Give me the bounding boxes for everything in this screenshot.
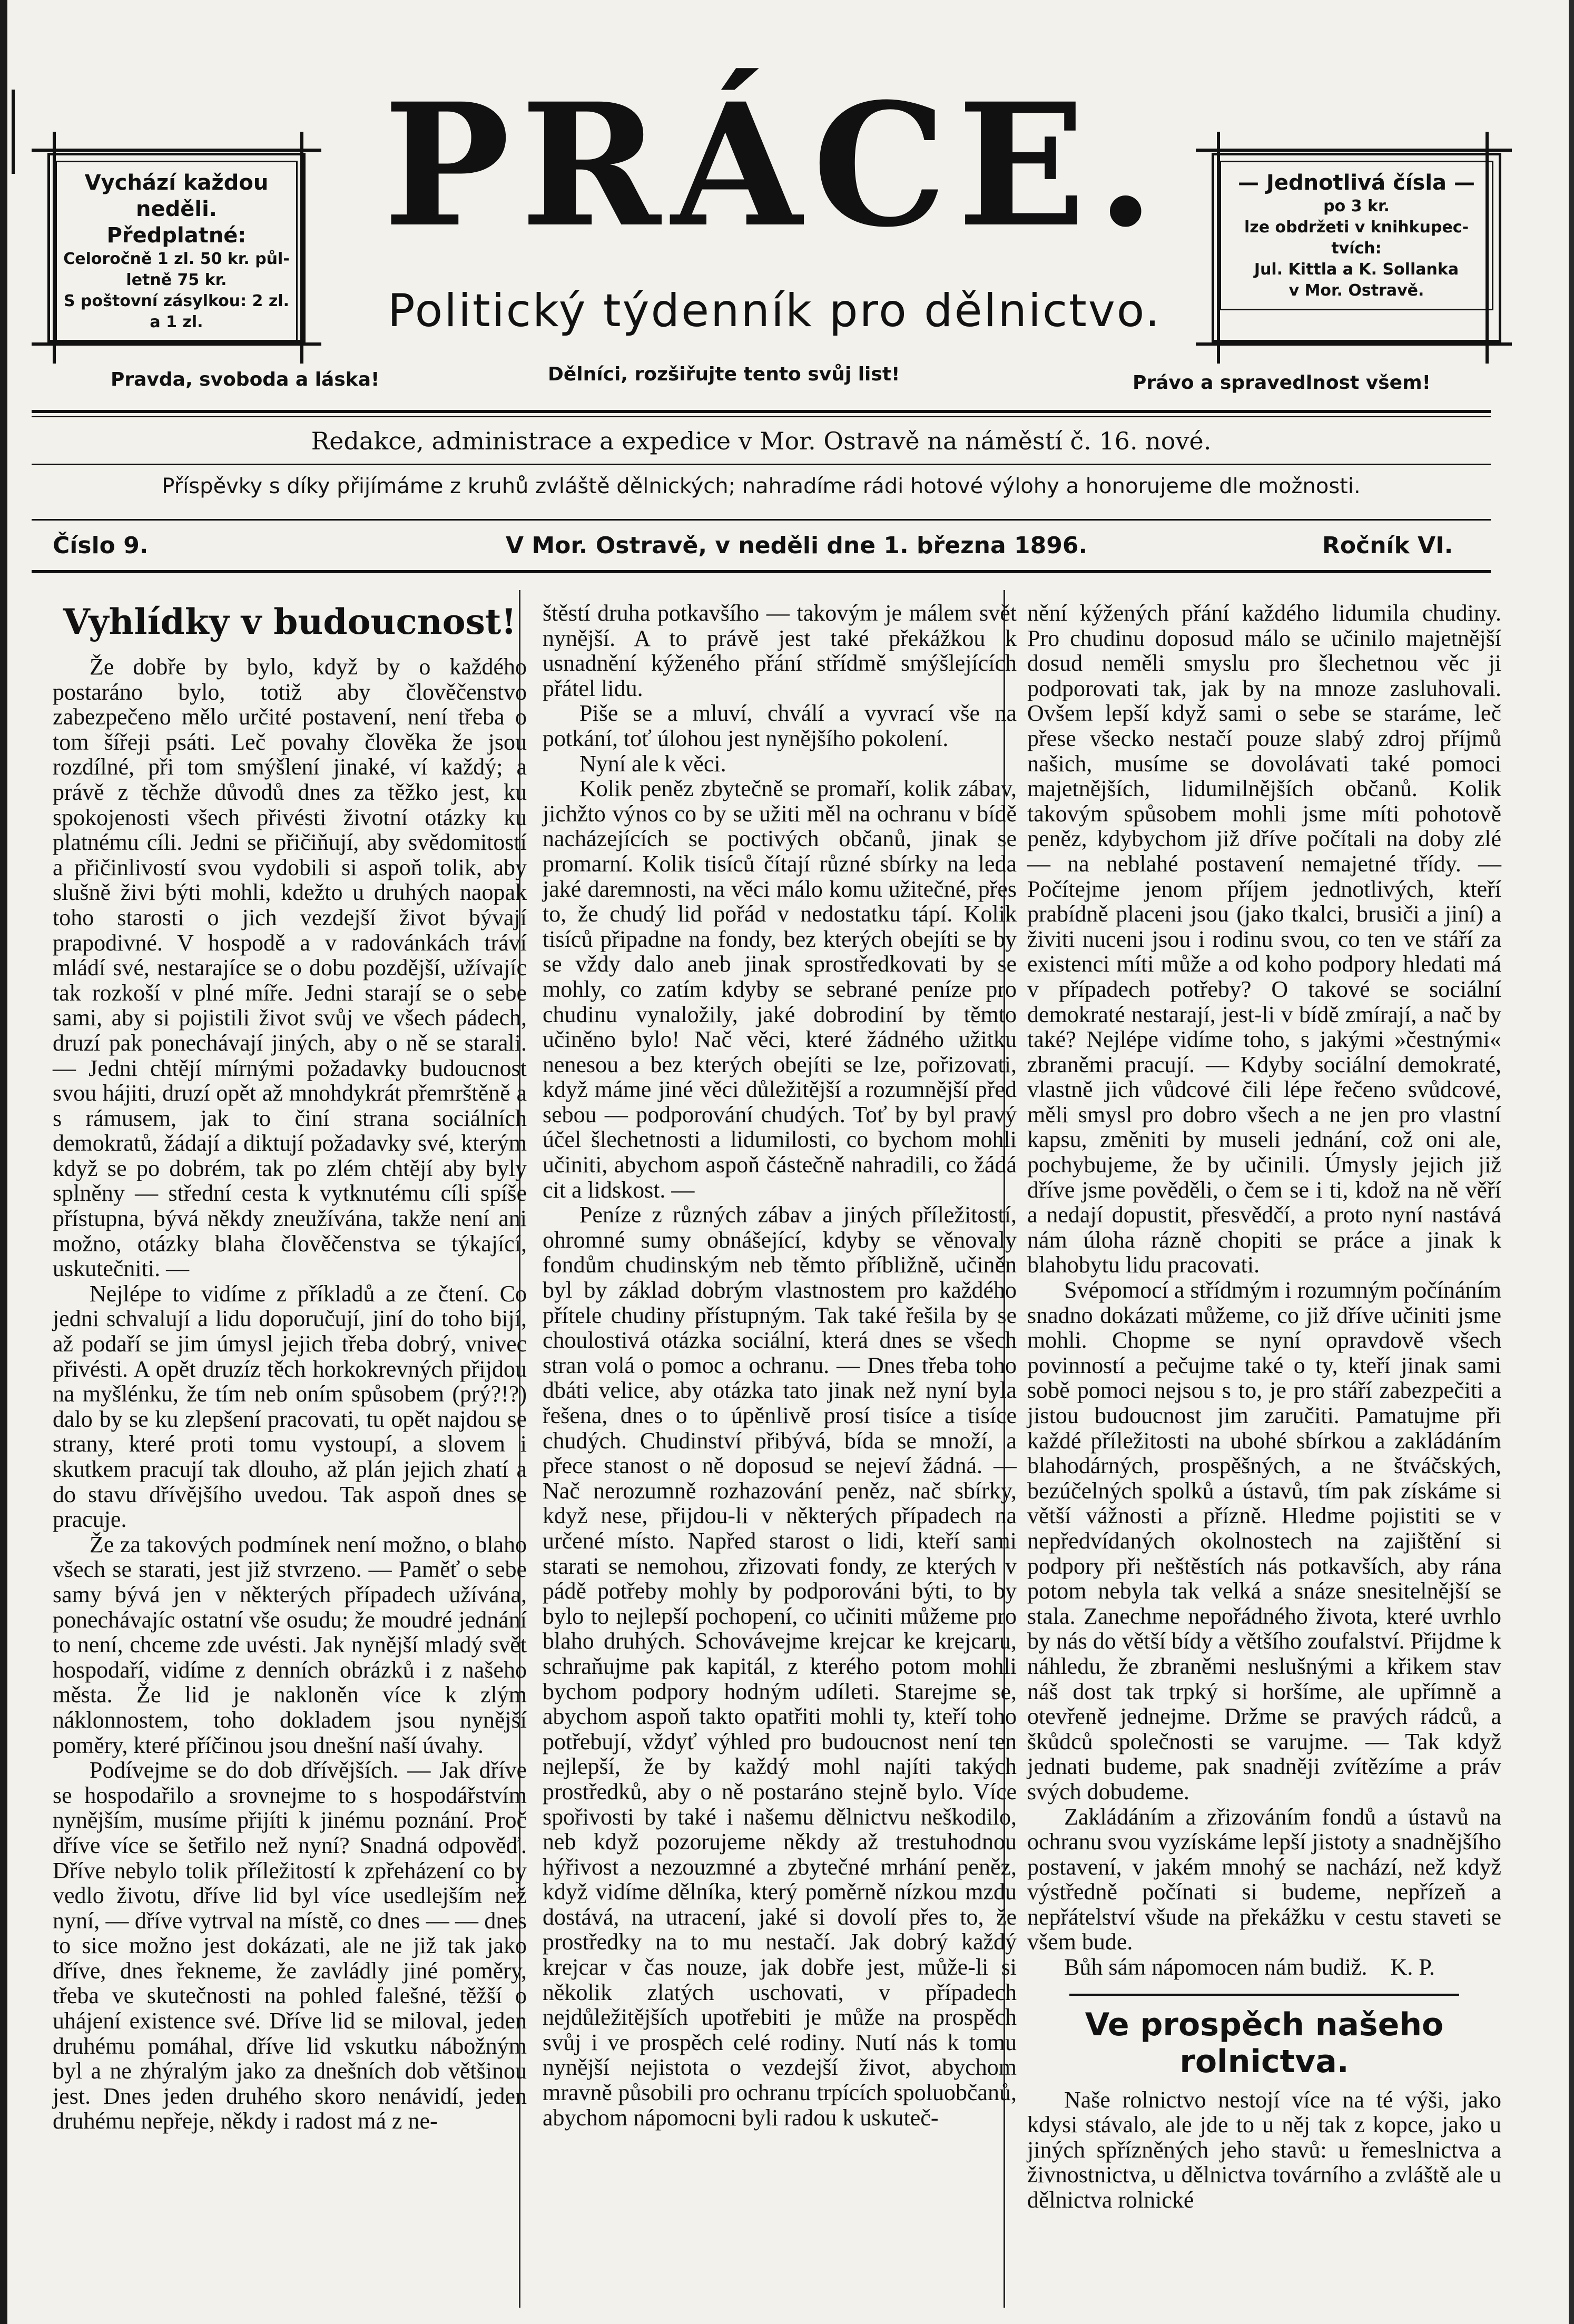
paragraph: Nyní ale k věci. [579, 750, 726, 777]
paragraph [1027, 1955, 1501, 1980]
scan-edge-right [1569, 0, 1574, 2324]
issue-date: V Mor. Ostravě, v neděli dne 1. března 1896. [506, 532, 1088, 559]
paragraph: štěstí druha potkavšího — takovým je málem svět nynější. A to právě jest také překážkou k usnadnění kýženého přání střídmě smýšlejících přátel lidu. [543, 600, 1017, 701]
single-copy-box [1212, 153, 1501, 342]
paragraph: Piše se a mluví, chválí a vyvrací vše na potkání, toť úlohou jest nynějšího pokolení. [543, 700, 1017, 751]
author-signature: K. P. [1390, 1954, 1435, 1980]
paragraph: Naše rolnictvo nestojí více na té výši, jako kdysi stávalo, ale jde to u něj tak z kopce, jako u jiných spřízněných jeho stavů: u řemeslnictva a živnostnictva, u dělnictva továrního a zvláště ale u dělnictva rolnické [1027, 2086, 1501, 2213]
box-line: a 1 zl. [150, 313, 203, 331]
contributions-line: Příspěvky s díky přijímáme z kruhů zvláště dělnických; nahradíme rádi hotové výlohy a honorujeme dle možnosti. [162, 474, 1361, 498]
box-line: S poštovní zásylkou: 2 zl. [64, 292, 289, 310]
motto-left: Pravda, svoboda a láska! [111, 369, 380, 390]
issue-number: Číslo 9. [53, 532, 149, 559]
article-title: Ve prospěch našeho rolnictva. [1085, 2006, 1444, 2080]
scan-mark [12, 90, 20, 174]
box-line: po 3 kr. [1323, 197, 1390, 215]
box-frame-line [53, 132, 56, 364]
column-3 [1027, 601, 1501, 2213]
info-rule [32, 519, 1491, 521]
box-line: — Jednotlivá čísla — [1238, 171, 1475, 195]
volume-number: Ročník VI. [1322, 532, 1453, 559]
article-separator [1069, 1994, 1459, 1996]
box-line: lze obdržeti v knihkupec- [1244, 218, 1469, 237]
closing-line: Bůh sám nápomocen nám budiž. [1064, 1954, 1368, 1980]
paragraph: Kolik peněz zbytečně se promaří, kolik zábav, jichžto výnos co by se užiti měl na ochranu v bídě nacházejících se poctivých občanů, jinak se promarní. Kolik tisíců čítají různé sbírky na leda jaké daremnosti, na věci málo komu užitečné, přes to, že chudý lid pořád v nedostatku tápí. Kolik tisíců připadne na fondy, bez kterých obejíti se by se vždy dalo aneb jinak sprostředkovati by se mohly, co zatím kdyby se sebrané peníze pro chudinu vynaložily, jaké dobrodiní by těmto učiněno bylo! Nač věci, které žádného užitku nenesou a bez kterých obejíti se lze, pořizovati, když máme jiné věci důležitější a rozumnější před sebou — podporování chudých. Toť by byl pravý účel šlechetnosti a lidumilosti, co bychom mohli učiniti, abychom aspoň částečně nahradili, co žádá cit a lidskost. — [543, 776, 1017, 1203]
box-frame-line [32, 149, 321, 152]
subscription-box [47, 153, 306, 342]
paragraph: Peníze z různých zábav a jiných příležitostí, ohromné sumy obnášející, kdyby se věnovaly fondům chudinským neb těmto příbližně, učiněn byl by základ dobrým vlastnostem pro každého přítele chudiny přístupným. Tak také řešila by se choulostivá otázka sociální, která dnes se všech stran volá o pomoc a ochranu. — Dnes třeba toho dbáti velice, aby otázka tato jinak než nyní byla řešena, dnes o to úpěnlivě prosí tisíce a tisíce chudých. Chudinství přibývá, bída se množí, a přece stanost o ně doposud se nejeví žádná. — Nač nerozumně rozhazování peněz, nač sbírky, když nese, přijdou-li v některých případech na určené místo. Napřed starost o lidi, kteří sami starati se nemohou, zřizovati fondy, ze kterých v pádě potřeby mohly by podporováni býti, to by bylo to nejlepší pochopení, co učiniti můžeme pro blaho druhých. Schovávejme krejcar ke krejcaru, schraňujme pak kapitál, z kterého potom mohli bychom podpory hodným udíleti. Starejme se, abychom aspoň takto opatřiti mohli ty, kteří toho potřebují, vždyť výhled pro budoucnost není ten nejlepší, že by každý mohl najíti takých prostředků, aby o ně postaráno stejně bylo. Více spořivosti by také i našemu dělnictvu neškodilo, neb když pozorujeme někdy až trestuhodnou hýřivost a nezouzmné a zbytečné mrhání peněz, když vidíme dělníka, který poměrně nízkou mzdu dostává, na utracení, jaké si dovolí přes to, že prostředky na to mu nestačí. Jak dobrý každý krejcar v čas nouze, jak dobře jest, může-li si několik zlatých uschovati, v případech nejdůležitějších upotřebiti je může na prospěch svůj i ve prospěch celé rodiny. Nutí nás k tomu nynější nejistota o vezdejší život, abychom mravně působili pro ochranu trpících spoluobčanů, abychom nápomocni byli radou k uskuteč- [543, 1202, 1017, 2131]
column-2 [543, 601, 1017, 2130]
box-line: Vychází každou neděli. [84, 171, 269, 221]
paragraph: nění kýžených přání každého lidumila chudiny. Pro chudinu doposud málo se učinilo majetnější dosud neměli smyslu pro šlechetnou věc ji podporovati tak, jak by na mnoze zasluhovali. Ovšem lepší když sami o sebe se staráme, leč přese všecko nestačí pouze slabý zdroj příjmů našich, musíme se dovolávati také pomoci majetnějších, lidumilnějších občanů. Kolik takovým spůsobem mohli jsme míti pohotově peněz, kdybychom již dříve počítali na doby zlé — na neblahé postavení nemajetné třídy. — Počítejme jenom příjem jednotlivých, kteří prabídně placeni jsou (jako tkalci, brusiči a jiní) a živiti nuceni jsou i rodinu svou, co ten ve stáří za existenci míti může a od koho podpory hledati má v případech potřeby? O takové se sociální demokraté nestarají, jest-li v bídě zmírají, a nač by také? Nejlépe vidíme toho, s jakými »čestnými« zbraněmi pracují. — Kdyby sociální demokraté, vlastně jich vůdcové čili lépe řečeno svůdcové, měli smysl pro dobro všech a ne jen pro vlastní kapsu, změniti by museli jednání, což oni ale, pochybujeme, že by učinili. Úmysly jejich již dříve jsme pověděli, o čem se i ti, kdož na ně věří a nedají dopustit, přesvědčí, a proto nyní nastává nám úloha rázně chopiti se práce a jinak k blahobytu lidu pracovati. [1027, 600, 1501, 1278]
column-1 [53, 601, 527, 2134]
box-frame-line [1217, 132, 1220, 364]
box-frame-line [1196, 342, 1512, 346]
box-frame-line [1486, 132, 1489, 364]
motto-center: Dělníci, rozšiřujte tento svůj list! [548, 364, 900, 385]
scan-edge-left [0, 0, 7, 2324]
issue-rule [32, 570, 1491, 573]
box-line: letně 75 kr. [126, 271, 227, 289]
header-rule [32, 416, 1491, 417]
paragraph: Že dobře by bylo, když by o každého postaráno bylo, totiž aby člověčenstvo zabezpečeno mělo určité postavení, není třeba o tom šířeji psáti. Leč povahy člověka že jsou rozdílné, při tom smýšlení jinaké, ví každý; a právě z těchže důvodů dnes za těžko jest, ku spokojenosti všech přivésti životní otázky ku platnému cíli. Jedni se přičiňují, aby svědomitostí a přičinlivostí svou vydobili si aspoň tolik, aby slušně živi býti mohli, kdežto u druhých naopak toho starosti o jich vezdejší život bývají prapodivné. V hospodě a v radovánkách tráví mládí své, nestarajíce se o dobu pozdější, užívajíc tak rozkoší v plné míře. Jedni starají se o sebe sami, aby si pojistili život svůj ve všech pádech, druzí pak ponechávají jiných, aby o ně se starali. — Jedni chtějí mírnými požadavky budoucnost svou hájiti, druzí opět až mnohdykrát přemrštěně a s rámusem, jak to činí strana sociálních demokratů, žádají a diktují požadavky své, kterým když se po dobrém, tak po zlém chtějí aby byly splněny — střední cesta k vytknutému cíli spíše přístupna, bývá někdy zneužívána, takže není ani možno, otázky blaha člověčenstva se týkající, uskutečniti. — [53, 654, 527, 1282]
box-frame-line [300, 132, 303, 364]
box-line: tvích: [1331, 239, 1382, 258]
paragraph: Nejlépe to vidíme z příkladů a ze čtení. Co jedni schvalují a lidu doporučují, jiní do toho bijí, až podaří se jim úmysl jejich třeba dobrý, vnivec přivésti. A opět druzíz těch horkokrevných přijdou na myšlénku, že tím neb oním spůsobem (prý?!?) dalo by se ku zlepšení pracovati, tu opět najdou se strany, které proti tomu vystoupí, a slovem i skutkem pracují tak dlouho, až plán jejich zhatí a do stavu dřívějšího uvedou. Tak aspoň dnes se pracuje. [53, 1280, 527, 1533]
motto-right: Právo a spravedlnost všem! [1133, 372, 1431, 394]
paragraph: Podívejme se do dob dřívějších. — Jak dříve se hospodařilo a srovnejme to s hospodářstvím nynějším, musíme přijíti k jinému poznání. Proč dříve více se šetřilo než nyní? Snadná odpověď. Dříve nebylo tolik příležitostí k zpřeházení co by vedlo životu, dříve lid byl více usedlejším než nyní, — dříve vytrval na místě, co dnes — — dnes to sice možno jest dokázati, ale ne již tak jako dříve, dnes řekneme, že zavládly jiné poměry, třeba ve skutečnosti na pohled falešné, těžší o uhájení existence své. Dříve lid se miloval, jeden druhému pomáhal, dříve lid vskutku nábožným byl a ne zhýralým jako za dnešních dob většinou jest. Dnes jeden druhého skoro nenávidí, jeden druhému nepřeje, někdy i radost má z ne- [53, 1757, 527, 2134]
box-frame-line [1196, 149, 1512, 152]
box-frame-line [32, 342, 321, 346]
address-line: Redakce, administrace a expedice v Mor. Ostravě na náměstí č. 16. nové. [311, 427, 1212, 455]
masthead-subtitle: Politický týdenník pro dělnictvo. [387, 285, 1162, 337]
paragraph: Svépomocí a střídmým i rozumným počínáním snadno dokázati můžeme, co již dříve učiniti jsme mohli. Chopme se nyní opravdově všech povinností a pečujme také o ty, kteří jinak sami sobě pomoci nejsou s to, je pro stáří zabezpečiti a jistou budoucnost jim zaručiti. Pamatujme při každé příležitosti na ubohé sbírkou a zakládáním blahodárných, prospěšných, a ne štváčských, bezúčelných spolků a ústavů, tím pak získáme si větší vážnosti a přízně. Hledme pojistiti se v nepředvídaných okolnostech na zajištění si podpory při neštěstích nás potkavších, aby rána potom nebyla tak velká a snáze snesitelnější se stala. Zanechme nepořádného života, které uvrhlo by nás do větší bídy a většího zoufalství. Přijdme k náhledu, že zbraněmi neslušnými a křikem stav náš dost tak trpký si horšíme, ale upřímně a otevřeně jednejme. Držme se pravých rádců, a škůdců společnosti se varujme. — Tak když jednati budeme, pak snadněji zvítězíme a práv svých dobudeme. [1027, 1277, 1501, 1805]
info-rule [32, 464, 1491, 465]
box-line: v Mor. Ostravě. [1288, 281, 1424, 300]
box-line: Předplatné: [106, 223, 247, 248]
box-line: Celoročně 1 zl. 50 kr. půl- [63, 250, 290, 268]
masthead-title: PRÁCE. [383, 67, 1166, 264]
box-line: Jul. Kittla a K. Sollanka [1254, 260, 1459, 279]
paragraph: Zakládáním a zřizováním fondů a ústavů na ochranu svou vyzískáme lepší jistoty a snadnějšího postavení, v jakém mnohý se nachází, než když výstředně počínati si budeme, nepřízeň a nepřátelství všude na překážku v cestu staveti se všem bude. [1027, 1803, 1501, 1955]
paragraph: Že za takových podmínek není možno, o blaho všech se starati, jest již stvrzeno. — Paměť o sebe samy bývá jen v některých případech užívána, ponechávajíc ostatní vše osudu; že moudré jednání to není, chceme zde uvésti. Jak nynější mladý svět hospodaří, vidíme z denních obrázků i z našeho města. Že lid je nakloněn více k zlým náklonnostem, toho dokladem jsou nynější poměry, které příčinou jsou dnešní naší úvahy. [53, 1531, 527, 1758]
header-rule [32, 410, 1491, 413]
article-title: Vyhlídky v budoucnost! [63, 601, 517, 642]
